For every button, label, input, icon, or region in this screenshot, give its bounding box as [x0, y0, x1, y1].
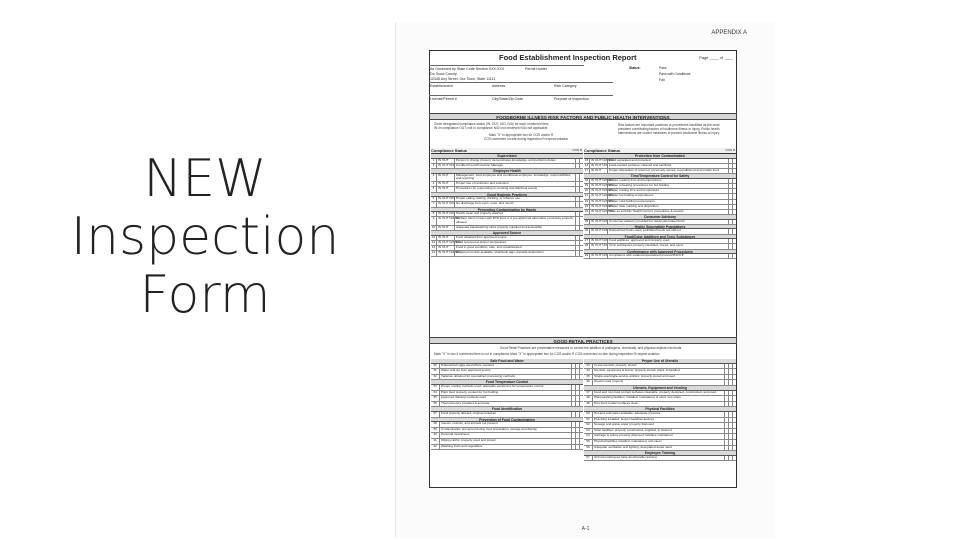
item-number: 44: [584, 369, 593, 374]
repeat-checkbox: [579, 182, 583, 186]
item-status-options: IN OUT N/A N/O: [438, 240, 461, 245]
repeat-checkbox: [579, 391, 583, 396]
item-description: Plant food properly cooked for hot holding: [441, 389, 499, 394]
address-text: 12345 Any Street, Our Town, State 11111: [430, 77, 496, 81]
section-heading: Employee Health: [431, 169, 583, 174]
item-number: 3: [431, 174, 437, 182]
repeat-checkbox: [579, 159, 583, 163]
good-retail-header: GOOD RETAIL PRACTICES: [429, 337, 737, 344]
section-heading: Preventing Contamination by Hands: [431, 208, 583, 213]
item-number: 37: [431, 412, 440, 417]
section-heading: Safe Food and Water: [431, 359, 583, 364]
item-description: Thermometers provided & accurate: [441, 400, 490, 405]
section-heading: Utensils, Equipment and Vending: [584, 386, 736, 391]
status-fail: Fail: [659, 78, 665, 82]
appendix-label: APPENDIX A: [711, 30, 747, 36]
repeat-checkbox: [579, 241, 583, 245]
repeat-checkbox: [732, 210, 736, 214]
status-label: Status:: [629, 66, 641, 70]
purpose-label: Purpose of Inspection: [553, 95, 613, 102]
repeat-checkbox: [579, 212, 583, 216]
repeat-checkbox: [732, 446, 736, 451]
status-grid: [629, 65, 737, 87]
item-description: Physical facilities installed, maintained, and clean: [594, 438, 662, 443]
permit-holder-label: Permit Holder: [524, 65, 584, 72]
item-description: Food and non-food contact surfaces cleanable, properly designed, constructed, and used: [594, 389, 717, 394]
item-description: Plumbing installed; proper backflow devices: [594, 416, 655, 421]
item-status-options: IN OUT: [437, 187, 455, 191]
repeat-checkbox: [579, 164, 583, 168]
risk-category-label: Risk Category: [553, 82, 613, 89]
repeat-checkbox: [732, 220, 736, 224]
repeat-checkbox: [732, 184, 736, 188]
item-description: Procedures for responding to vomiting and diarrheal events: [456, 186, 538, 191]
item-description: Toilet facilities; properly constructed, supplied, & cleaned: [594, 427, 672, 432]
repeat-checkbox: [579, 174, 583, 182]
compliance-status-head: [431, 148, 583, 154]
repeat-checkbox: [732, 396, 736, 401]
item-description: Hands clean and properly washed: [456, 211, 503, 216]
item-description: Proper cooling methods used; adequate equipment for temperature control: [441, 383, 544, 388]
risk-item-row: [584, 254, 736, 259]
item-status-options: IN OUT N/A: [591, 253, 608, 258]
repeat-checkbox: [732, 159, 736, 163]
repeat-checkbox: [732, 369, 736, 374]
item-description: Wiping cloths; properly used and stored: [441, 437, 496, 442]
repeat-checkbox: [732, 254, 736, 258]
item-number: 46: [584, 380, 593, 385]
item-description: Warewashing facilities; installed, maintained, & used; test strips: [594, 395, 681, 400]
item-description: Adequate ventilation and lighting; designated areas used: [594, 444, 672, 449]
section-heading: Approved Source: [431, 231, 583, 236]
section-heading: Supervision: [431, 154, 583, 159]
item-number: 2: [431, 164, 437, 168]
item-number: 13: [431, 245, 436, 250]
repeat-checkbox: [579, 428, 583, 433]
title-line-2: Inspection: [70, 207, 340, 267]
item-description: Approved thawing methods used: [441, 395, 487, 400]
item-description: All food employees have food handler training: [594, 454, 657, 459]
item-status-options: IN OUT N/O: [438, 211, 455, 216]
item-number: 11: [431, 234, 436, 239]
item-number: 25: [584, 218, 589, 223]
item-description: No discharge from eyes, nose, and mouth: [456, 201, 514, 206]
section-heading: Prevention of Food Contamination: [431, 418, 583, 423]
item-number: 47: [584, 391, 593, 396]
item-number: 21: [584, 193, 589, 198]
repeat-checkbox: [732, 402, 736, 407]
item-description: Food received at proper temperature: [456, 240, 507, 245]
repeat-checkbox: [579, 236, 583, 240]
risk-mark-x: Mark "X" in appropriate box for COS and/or R: [489, 133, 554, 137]
cos-r-label-right: COS R: [725, 148, 735, 152]
repeat-checkbox: [732, 194, 736, 198]
retail-instr-2: Mark "X" in box if numbered item is not in compliance Mark "X" in appropriate box for COS and/or R COS=corrected on-site during inspection R=repeat violation: [434, 352, 660, 356]
cos-r-label: COS R: [572, 148, 582, 152]
section-heading: Physical Facilities: [584, 407, 736, 412]
repeat-checkbox: [732, 456, 736, 461]
item-number: 55: [584, 440, 593, 445]
repeat-checkbox: [579, 433, 583, 438]
risk-legend: IN=in compliance OUT=not in compliance N/O=not observed N/A=not applicable: [434, 126, 548, 130]
item-description: Food-contact surfaces; cleaned and sanitized: [609, 162, 672, 167]
item-status-options: IN OUT: [437, 236, 455, 240]
item-description: Pasteurized eggs used where required: [441, 362, 494, 367]
item-number: 26: [584, 228, 589, 233]
item-number: 16: [584, 162, 589, 167]
item-number: 41: [431, 439, 440, 444]
repeat-checkbox: [732, 200, 736, 204]
item-description: Food obtained from approved source: [456, 234, 507, 239]
item-number: 22: [584, 198, 589, 203]
item-description: Proper cooking time and temperatures: [609, 177, 662, 182]
item-description: Insects, rodents, and animals not present: [441, 421, 498, 426]
license-label: License/Permit #: [429, 95, 491, 102]
item-number: 17: [584, 167, 589, 172]
compliance-status-head-right: [584, 148, 736, 154]
section-heading: Food Identification: [431, 407, 583, 412]
repeat-checkbox: [732, 179, 736, 183]
item-status-options: IN OUT N/A: [591, 218, 608, 223]
inspection-form-image: [395, 22, 775, 537]
item-status-options: IN OUT N/A: [438, 162, 455, 167]
item-description: Proper disposition of returned, previously served, reconditioned and unsafe food: [609, 167, 719, 172]
item-number: 49: [584, 402, 593, 407]
item-description: Time as a Public Health Control; procedures & records: [609, 208, 684, 213]
retail-left-column: [431, 359, 583, 450]
title-line-1: NEW: [143, 149, 267, 209]
item-status-options: IN OUT N/A N/O: [438, 250, 461, 255]
item-number: 43: [584, 364, 593, 369]
section-heading: Protection from Contamination: [584, 154, 736, 159]
item-description: No bare hand contact with RTE food or a pre-approved alternative procedure properly allowed: [456, 216, 574, 225]
item-number: 30: [431, 364, 440, 369]
item-status-options: IN OUT N/A N/O: [437, 217, 455, 225]
repeat-checkbox: [579, 439, 583, 444]
item-description: Proper date marking and disposition: [609, 203, 659, 208]
repeat-checkbox: [579, 187, 583, 191]
item-number: 19: [584, 182, 589, 187]
status-pass: Pass: [659, 66, 667, 70]
retail-instr: Good Retail Practices are preventative measures to control the addition of pathogens, chemicals, and physical objects into foods.: [499, 346, 683, 350]
repeat-checkbox: [732, 205, 736, 209]
repeat-checkbox: [579, 375, 583, 380]
repeat-checkbox: [579, 217, 583, 225]
repeat-checkbox: [579, 197, 583, 201]
item-number: 34: [431, 391, 440, 396]
item-number: 4: [431, 182, 437, 186]
item-number: 38: [431, 422, 440, 427]
item-description: Proper hot holding temperatures: [609, 193, 654, 198]
repeat-checkbox: [579, 251, 583, 255]
item-number: 40: [431, 433, 440, 438]
item-status-options: IN OUT: [437, 182, 455, 186]
item-number: 35: [431, 396, 440, 401]
item-status-options: IN OUT: [437, 174, 455, 182]
item-status-options: IN OUT: [437, 226, 455, 230]
item-description: Single-use/single-service articles; properly stored and used: [594, 373, 675, 378]
repeat-checkbox: [732, 418, 736, 423]
item-status-options: IN OUT N/A N/O: [591, 203, 614, 208]
item-status-options: IN OUT N/A N/O: [591, 193, 614, 198]
repeat-checkbox: [732, 364, 736, 369]
governed-text: As Governed by State Code Section XXX.XXX: [429, 65, 524, 72]
repeat-checkbox: [579, 202, 583, 206]
repeat-checkbox: [732, 380, 736, 385]
retail-right-column: [584, 359, 736, 461]
item-status-options: IN OUT N/A N/O: [591, 198, 614, 203]
item-description: Gloves used properly: [594, 379, 624, 384]
repeat-checkbox: [732, 244, 736, 248]
repeat-checkbox: [579, 396, 583, 401]
item-number: 28: [584, 243, 589, 248]
item-description: In-use utensils; properly stored: [594, 362, 637, 367]
section-heading: Conformance with Approved Procedures: [584, 250, 736, 255]
item-description: Garbage & refuse properly disposed; facilities maintained: [594, 433, 673, 438]
section-heading: Time/Temperature Control for Safety: [584, 174, 736, 179]
item-number: 23: [584, 203, 589, 208]
repeat-checkbox: [732, 440, 736, 445]
item-description: Washing fruits and vegetables: [441, 443, 483, 448]
item-number: 14: [431, 250, 436, 255]
item-number: 57: [584, 456, 593, 461]
item-status-options: IN OUT N/O: [438, 201, 455, 206]
item-description: Personal cleanliness: [441, 432, 470, 437]
item-description: Proper use of restriction and exclusion: [456, 181, 509, 186]
item-number: 24: [584, 208, 589, 213]
repeat-checkbox: [732, 375, 736, 380]
compliance-status-label-right: Compliance Status: [584, 148, 621, 153]
address-label: Address: [491, 82, 553, 89]
item-number: 10: [431, 225, 436, 230]
repeat-checkbox: [579, 402, 583, 407]
item-number: 48: [584, 396, 593, 401]
item-number: 20: [584, 188, 589, 193]
item-description: Certified Food Protection Manager: [456, 162, 504, 167]
item-status-options: IN OUT N/A N/O: [591, 182, 614, 187]
repeat-checkbox: [732, 423, 736, 428]
repeat-checkbox: [732, 412, 736, 417]
risk-instr-right: Risk factors are important practices or procedures identified as the most prevalent contributing factors of foodborne illness or injury. Public health interventions are control measures to prevent foodborne illness or injury.: [618, 123, 720, 135]
risk-left-column: [431, 148, 583, 257]
repeat-checkbox: [579, 445, 583, 450]
repeat-checkbox: [732, 169, 736, 173]
retail-item-row: [584, 456, 736, 462]
item-description: Proper cold holding temperatures: [609, 198, 655, 203]
section-heading: Employee Training: [584, 451, 736, 456]
slide-title: [60, 150, 350, 324]
city-label: City/State/Zip Code: [491, 95, 553, 102]
item-description: Required records available: shellstock tags, parasite destruction: [456, 250, 544, 255]
item-description: Adequate handwashing sinks properly supplied and accessible: [456, 225, 542, 230]
retail-item-row: [431, 445, 583, 451]
item-description: Hot and cold water available; adequate pressure: [594, 410, 661, 415]
repeat-checkbox: [732, 429, 736, 434]
county-text: Do Good County: [430, 72, 457, 76]
repeat-checkbox: [579, 364, 583, 369]
section-heading: Proper Use of Utensils: [584, 359, 736, 364]
item-description: Food separated and protected: [609, 157, 651, 162]
item-number: 45: [584, 375, 593, 380]
page-number: A-1: [581, 526, 590, 532]
item-status-options: IN OUT: [437, 159, 455, 163]
risk-instr-left: [434, 122, 584, 141]
item-description: Water and ice from approved source: [441, 368, 491, 373]
item-description: Proper reheating procedures for hot holding: [609, 182, 669, 187]
risk-instr-text: Circle designated compliance status (IN, OUT, N/O, N/A) for each numbered item: [434, 122, 549, 126]
repeat-checkbox: [579, 385, 583, 390]
page-of: Page ____ of ____: [699, 55, 733, 60]
risk-item-row: [431, 251, 583, 256]
item-number: 51: [584, 418, 593, 423]
item-description: Variance obtained for specialized processing methods: [441, 373, 515, 378]
item-status-options: IN OUT N/A: [591, 243, 608, 248]
section-heading: Consumer Advisory: [584, 215, 736, 220]
item-number: 42: [431, 445, 440, 450]
item-number: 54: [584, 434, 593, 439]
item-number: 32: [431, 375, 440, 380]
item-status-options: IN OUT N/A N/O: [591, 208, 614, 213]
item-description: Management, food employee and conditional employee; knowledge, responsibilities and reporting: [456, 172, 571, 181]
risk-cos: COS=corrected on-site during inspection R=repeat violation: [484, 137, 569, 141]
item-description: Compliance with variance/specialized process/HACCP: [609, 253, 684, 258]
item-status-options: IN OUT N/A N/O: [591, 177, 614, 182]
item-number: 7: [431, 202, 437, 206]
item-description: Food in good condition, safe, and unadulterated: [456, 245, 522, 250]
item-description: Sewage and waste water properly disposed: [594, 422, 654, 427]
item-description: Toxic substances properly identified, stored, and used: [609, 243, 683, 248]
repeat-checkbox: [732, 239, 736, 243]
item-number: 29: [584, 253, 589, 258]
repeat-checkbox: [732, 189, 736, 193]
compliance-status-label: Compliance Status: [431, 148, 468, 153]
item-description: Contamination prevented during food preparation, storage and display: [441, 426, 537, 431]
item-number: 18: [584, 177, 589, 182]
item-number: 53: [584, 429, 593, 434]
item-description: Proper cooling time and temperature: [609, 188, 660, 193]
repeat-checkbox: [579, 422, 583, 427]
repeat-checkbox: [579, 246, 583, 250]
repeat-checkbox: [732, 434, 736, 439]
item-number: 56: [584, 446, 593, 451]
item-description: Utensils, equipment & linens; properly stored, dried, & handled: [594, 368, 680, 373]
item-status-options: IN OUT: [437, 246, 455, 250]
repeat-checkbox: [579, 412, 583, 417]
item-description: Consumer advisory provided for raw/undercooked food: [609, 218, 685, 223]
item-number: 36: [431, 402, 440, 407]
item-status-options: IN OUT N/A N/O: [591, 157, 614, 162]
item-description: Proper eating, tasting, drinking, or tobacco use: [456, 196, 520, 201]
section-heading: Food Temperature Control: [431, 380, 583, 385]
item-description: Pasteurized foods used; prohibited foods not offered: [609, 228, 681, 233]
item-status-options: IN OUT N/A N/O: [591, 188, 614, 193]
title-line-3: Form: [139, 265, 271, 325]
item-status-options: IN OUT: [590, 169, 608, 173]
item-status-options: IN OUT N/A: [591, 238, 608, 243]
repeat-checkbox: [732, 229, 736, 233]
report-title: Food Establishment Inspection Report: [499, 53, 637, 62]
item-number: 12: [431, 240, 436, 245]
section-heading: Highly Susceptible Populations: [584, 225, 736, 230]
item-number: 39: [431, 428, 440, 433]
item-status-options: IN OUT N/O: [438, 196, 455, 201]
item-number: 33: [431, 385, 440, 390]
item-description: Food additives: approved and properly used: [609, 238, 670, 243]
item-number: 9: [431, 217, 437, 225]
item-number: 31: [431, 369, 440, 374]
status-pass-conditions: Pass with Conditions: [659, 72, 691, 76]
repeat-checkbox: [579, 369, 583, 374]
section-heading: Food/Color Additives and Toxic Substances: [584, 235, 736, 240]
repeat-checkbox: [732, 391, 736, 396]
item-number: 50: [584, 412, 593, 417]
item-number: 52: [584, 423, 593, 428]
item-status-options: IN OUT N/A: [591, 228, 608, 233]
item-number: 5: [431, 187, 437, 191]
item-status-options: IN OUT N/A: [591, 162, 608, 167]
item-number: 27: [584, 238, 589, 243]
item-description: Food properly labeled; original container: [441, 410, 497, 415]
establishment-label: Establishment: [429, 82, 491, 89]
item-number: 15: [584, 157, 589, 162]
risk-right-column: [584, 148, 736, 259]
item-description: Person in charge present, demonstrates knowledge, and performs duties: [456, 157, 556, 162]
item-number: 8: [431, 212, 437, 216]
item-number: 1: [431, 159, 437, 163]
repeat-checkbox: [732, 164, 736, 168]
item-description: Non-food contact surfaces clean: [594, 400, 639, 405]
section-heading: Good Hygienic Practices: [431, 193, 583, 198]
repeat-checkbox: [579, 226, 583, 230]
item-number: 6: [431, 197, 437, 201]
risk-factors-header: FOODBORNE ILLNESS RISK FACTORS AND PUBLIC HEALTH INTERVENTIONS: [429, 113, 737, 120]
